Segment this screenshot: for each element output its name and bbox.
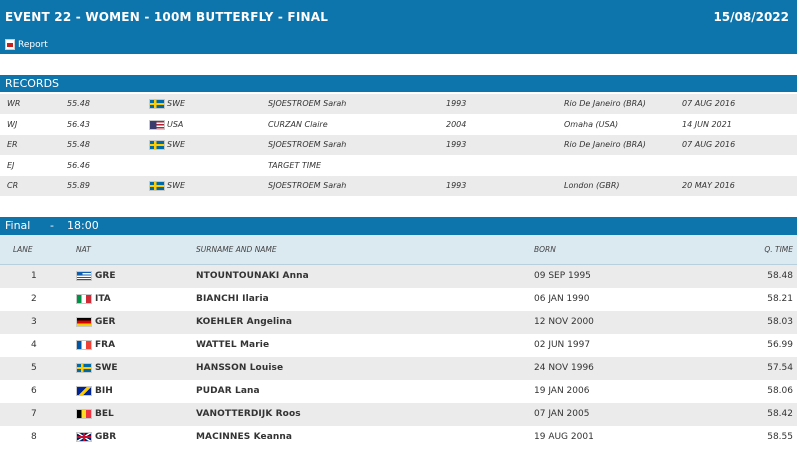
record-year: 1993 [446,99,467,108]
result-row[interactable] [0,357,797,380]
nat-code: GER [95,317,116,327]
nat-code: BEL [95,409,114,419]
nat-code: SWE [95,363,118,373]
records-title: RECORDS [5,77,60,90]
athlete-name[interactable]: PUDAR Lana [196,386,260,396]
lane-number: 7 [31,409,37,419]
record-name: CURZAN Claire [268,119,328,129]
lane-number: 5 [31,363,37,373]
record-name: TARGET TIME [268,160,322,170]
nat-code: GRE [95,271,116,281]
bih-flag-icon [76,386,92,396]
lane-number: 2 [31,294,37,304]
usa-flag-icon [149,120,165,130]
record-year: 1993 [446,181,467,190]
fra-flag-icon [76,340,92,350]
record-year: 1993 [446,140,467,149]
record-nat: SWE [167,181,186,190]
record-name: SJOESTROEM Sarah [268,181,347,190]
born-date: 19 JAN 2006 [534,386,590,396]
record-type: WR [7,99,21,108]
athlete-name[interactable]: WATTEL Marie [196,340,270,350]
record-date: 14 JUN 2021 [682,119,732,129]
record-place: London (GBR) [564,181,620,190]
swe-flag-icon [149,140,165,150]
born-date: 06 JAN 1990 [534,294,590,304]
athlete-name[interactable]: MACINNES Keanna [196,432,293,442]
athlete-name[interactable]: HANSSON Louise [196,363,284,373]
record-row [0,135,797,155]
bel-flag-icon [76,409,92,419]
record-time: 56.43 [67,119,90,129]
results-column-header [0,235,797,265]
event-header [0,0,797,54]
col-name: SURNAME AND NAME [196,245,277,254]
col-nat: NAT [76,245,91,254]
record-type: WJ [7,119,18,129]
record-row [0,156,797,176]
gbr-flag-icon [76,432,92,442]
lane-number: 4 [31,340,37,350]
swe-flag-icon [149,99,165,109]
record-date: 07 AUG 2016 [682,99,736,108]
nat-code: BIH [95,386,113,396]
qualifying-time: 58.03 [767,317,793,327]
lane-number: 3 [31,317,37,327]
result-row[interactable] [0,288,797,311]
athlete-name[interactable]: KOEHLER Angelina [196,317,293,327]
record-time: 56.46 [67,160,90,170]
record-nat: SWE [167,99,186,108]
result-row[interactable] [0,403,797,426]
record-row [0,94,797,114]
result-row[interactable] [0,334,797,357]
gre-flag-icon [76,271,92,281]
record-type: EJ [7,160,15,170]
pdf-icon [5,39,15,50]
nat-code: FRA [95,340,116,350]
record-time: 55.48 [67,140,90,149]
record-place: Rio De Janeiro (BRA) [564,99,646,108]
qualifying-time: 58.06 [767,386,793,396]
record-row [0,176,797,196]
record-place: Omaha (USA) [564,119,619,129]
lane-number: 6 [31,386,37,396]
record-time: 55.48 [67,99,90,108]
qualifying-time: 56.99 [767,340,793,350]
lane-number: 8 [31,432,37,442]
swe-flag-icon [76,363,92,373]
record-time: 55.89 [67,181,90,190]
qualifying-time: 58.55 [767,432,793,442]
lane-number: 1 [31,271,37,281]
record-nat: USA [167,119,184,129]
ger-flag-icon [76,317,92,327]
final-label: Final [5,219,31,232]
report-link[interactable] [5,39,48,50]
born-date: 07 JAN 2005 [534,409,590,419]
ita-flag-icon [76,294,92,304]
record-year: 2004 [446,119,467,129]
record-date: 07 AUG 2016 [682,140,736,149]
final-separator: - [50,219,54,232]
event-title: EVENT 22 - WOMEN - 100M BUTTERFLY - FINAL [5,10,329,24]
qualifying-time: 58.42 [767,409,793,419]
nat-code: ITA [95,294,111,304]
result-row[interactable] [0,311,797,334]
swe-flag-icon [149,181,165,191]
athlete-name[interactable]: BIANCHI Ilaria [196,294,269,304]
record-name: SJOESTROEM Sarah [268,99,347,108]
record-date: 20 MAY 2016 [682,181,735,190]
record-type: ER [7,140,18,149]
record-place: Rio De Janeiro (BRA) [564,140,646,149]
born-date: 09 SEP 1995 [534,271,591,281]
record-type: CR [7,181,19,190]
col-qtime: Q. TIME [764,245,793,254]
qualifying-time: 58.21 [767,294,793,304]
final-section-header [0,217,797,235]
record-row [0,115,797,135]
result-row[interactable] [0,426,797,449]
record-nat: SWE [167,140,186,149]
final-time: 18:00 [67,219,99,232]
event-date: 15/08/2022 [713,10,789,24]
qualifying-time: 58.48 [767,271,793,281]
report-label: Report [18,39,48,50]
born-date: 12 NOV 2000 [534,317,594,327]
col-born: BORN [534,245,556,254]
born-date: 24 NOV 1996 [534,363,594,373]
result-row[interactable] [0,265,797,288]
col-lane: LANE [13,245,33,254]
records-section-header [0,75,797,92]
record-name: SJOESTROEM Sarah [268,140,347,149]
nat-code: GBR [95,432,117,442]
athlete-name[interactable]: VANOTTERDIJK Roos [196,409,301,419]
athlete-name[interactable]: NTOUNTOUNAKI Anna [196,271,309,281]
qualifying-time: 57.54 [767,363,793,373]
result-row[interactable] [0,380,797,403]
born-date: 02 JUN 1997 [534,340,591,350]
born-date: 19 AUG 2001 [534,432,594,442]
